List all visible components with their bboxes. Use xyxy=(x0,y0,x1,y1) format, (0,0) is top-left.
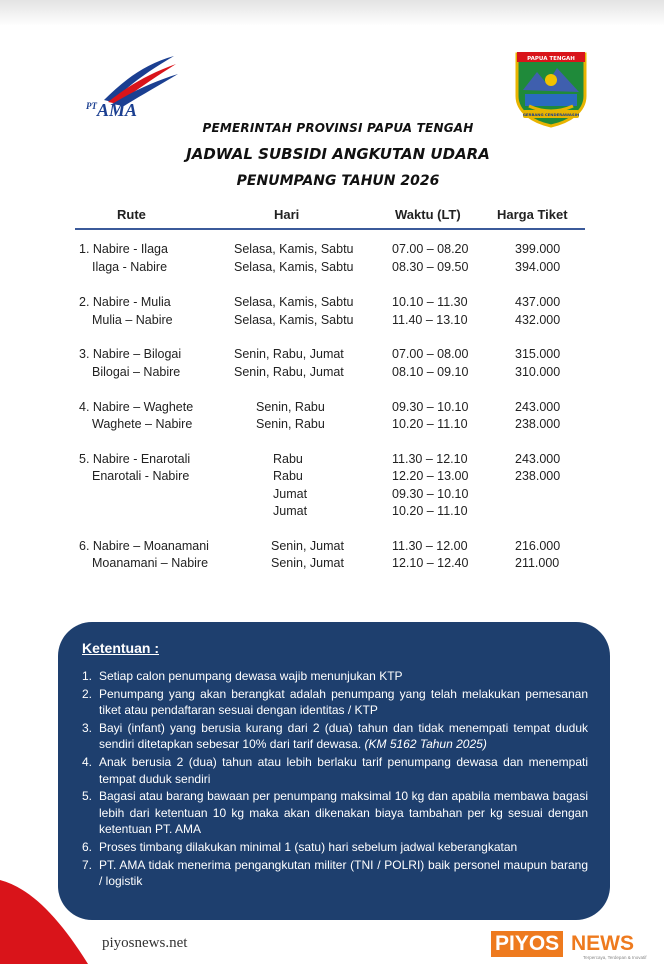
time-cell: 08.30 – 09.50 xyxy=(392,260,469,274)
route-cell: 5. Nabire - Enarotali xyxy=(79,452,191,466)
route-cell: Moanamani – Nabire xyxy=(92,556,209,570)
price-cell: 238.000 xyxy=(515,469,561,483)
table-row xyxy=(0,469,664,486)
table-row xyxy=(0,365,664,382)
brand-news: NEWS xyxy=(571,932,634,955)
days-cell: Selasa, Kamis, Sabtu xyxy=(234,260,354,274)
col-header-route: Rute xyxy=(117,207,146,222)
time-cell: 09.30 – 10.10 xyxy=(392,400,469,414)
days-cell: Selasa, Kamis, Sabtu xyxy=(234,295,354,309)
header-line-2: JADWAL SUBSIDI ANGKUTAN UDARA xyxy=(186,145,490,163)
time-cell: 10.20 – 11.10 xyxy=(392,417,468,431)
seal-bottom-text: GERBANG CENDERAWASIH xyxy=(522,112,580,117)
header-divider xyxy=(75,228,585,230)
days-cell: Jumat xyxy=(273,487,308,501)
days-cell: Senin, Rabu xyxy=(256,417,325,431)
price-cell: 310.000 xyxy=(515,365,561,379)
days-cell: Jumat xyxy=(273,504,308,518)
col-header-time: Waktu (LT) xyxy=(395,207,461,222)
table-row xyxy=(0,260,664,277)
col-header-price: Harga Tiket xyxy=(497,207,568,222)
corner-decoration xyxy=(0,880,92,964)
table-row xyxy=(0,539,664,556)
route-cell: 6. Nabire – Moanamani xyxy=(79,539,209,553)
route-cell: Mulia – Nabire xyxy=(92,313,173,327)
price-cell: 243.000 xyxy=(515,400,561,414)
time-cell: 07.00 – 08.00 xyxy=(392,347,469,361)
price-cell: 394.000 xyxy=(515,260,561,274)
time-cell: 12.10 – 12.40 xyxy=(392,556,469,570)
col-header-days: Hari xyxy=(274,207,300,222)
days-cell: Senin, Rabu xyxy=(256,400,325,414)
days-cell: Senin, Jumat xyxy=(271,539,344,553)
days-cell: Senin, Rabu, Jumat xyxy=(234,347,344,361)
price-cell: 399.000 xyxy=(515,242,561,256)
table-header xyxy=(75,204,585,230)
table-row xyxy=(0,504,664,521)
table-row xyxy=(0,452,664,469)
table-row xyxy=(0,313,664,330)
route-cell: 3. Nabire – Bilogai xyxy=(79,347,182,361)
terms-item: 3. Bayi (infant) yang berusia kurang dari 2 (dua) tahun dan tidak menempati tempat duduk sendiri ditetapkan sebesar 10% dari tarif dewasa. (KM 5162 Tahun 2025) xyxy=(82,721,588,752)
header-line-3: PENUMPANG TAHUN 2026 xyxy=(236,173,440,189)
time-cell: 07.00 – 08.20 xyxy=(392,242,469,256)
time-cell: 08.10 – 09.10 xyxy=(392,365,469,379)
table-row xyxy=(0,487,664,504)
terms-item: 1. Setiap calon penumpang dewasa wajib menunjukan KTP xyxy=(82,669,403,683)
time-cell: 11.30 – 12.10 xyxy=(392,452,468,466)
route-cell: Enarotali - Nabire xyxy=(92,469,190,483)
price-cell: 432.000 xyxy=(515,313,561,327)
time-cell: 11.40 – 13.10 xyxy=(392,313,468,327)
terms-item: 7. PT. AMA tidak menerima pengangkutan militer (TNI / POLRI) baik personel maupun barang / logistik xyxy=(82,857,588,889)
table-row xyxy=(0,347,664,364)
top-shadow xyxy=(0,0,664,26)
ama-logo xyxy=(82,52,182,124)
days-cell: Rabu xyxy=(273,452,303,466)
papua-tengah-seal xyxy=(511,46,591,128)
route-cell: 1. Nabire - Ilaga xyxy=(79,242,168,256)
terms-item: 4. Anak berusia 2 (dua) tahun atau lebih berlaku tarif penumpang dewasa dan menempati tempat duduk sendiri xyxy=(82,755,588,786)
price-cell: 216.000 xyxy=(515,539,561,553)
piyosnews-logo xyxy=(491,931,651,961)
time-cell: 09.30 – 10.10 xyxy=(392,487,469,501)
terms-panel xyxy=(58,622,610,920)
route-cell: 2. Nabire - Mulia xyxy=(79,295,171,309)
time-cell: 10.20 – 11.10 xyxy=(392,504,468,518)
brand-piyos: PIYOS xyxy=(491,931,563,957)
price-cell: 243.000 xyxy=(515,452,561,466)
route-cell: 4. Nabire – Waghete xyxy=(79,400,194,414)
table-row xyxy=(0,295,664,312)
price-cell: 315.000 xyxy=(515,347,561,361)
terms-item: 5. Bagasi atau barang bawaan per penumpang maksimal 10 kg dan apabila membawa bagasi lebih dari ketentuan 10 kg maka akan dikenakan biaya tambahan per kg sesuai dengan ketentuan PT. AMA xyxy=(82,789,588,837)
route-cell: Bilogai – Nabire xyxy=(92,365,181,379)
table-row xyxy=(0,242,664,259)
days-cell: Selasa, Kamis, Sabtu xyxy=(234,242,354,256)
terms-item-note: (KM 5162 Tahun 2025) xyxy=(364,737,487,752)
price-cell: 211.000 xyxy=(515,556,560,570)
table-row xyxy=(0,556,664,573)
document-header xyxy=(160,121,516,189)
terms-list xyxy=(82,668,588,891)
days-cell: Selasa, Kamis, Sabtu xyxy=(234,313,354,327)
terms-item: 6. Proses timbang dilakukan minimal 1 (satu) hari sebelum jadwal keberangkatan xyxy=(82,840,518,855)
site-url: piyosnews.net xyxy=(102,935,188,951)
header-line-1: PEMERINTAH PROVINSI PAPUA TENGAH xyxy=(202,121,474,135)
table-row xyxy=(0,417,664,434)
days-cell: Rabu xyxy=(273,469,303,483)
terms-item: 2. Penumpang yang akan berangkat adalah penumpang yang telah melakukan pemesanan tiket atau pendaftaran sesuai dengan identitas / KTP xyxy=(82,686,588,718)
price-cell: 238.000 xyxy=(515,417,561,431)
ama-logo-text: $^{PT}$AMA xyxy=(86,100,138,120)
time-cell: 11.30 – 12.00 xyxy=(392,539,468,553)
brand-tagline: Terpercaya, Terdepan & Inovatif xyxy=(583,955,647,960)
days-cell: Senin, Jumat xyxy=(271,556,344,570)
seal-top-text: PAPUA TENGAH xyxy=(527,56,575,62)
time-cell: 12.20 – 13.00 xyxy=(392,469,469,483)
time-cell: 10.10 – 11.30 xyxy=(392,295,468,309)
route-cell: Ilaga - Nabire xyxy=(92,260,168,274)
terms-title: Ketentuan : xyxy=(82,640,159,656)
route-cell: Waghete – Nabire xyxy=(92,417,193,431)
price-cell: 437.000 xyxy=(515,295,561,309)
table-row xyxy=(0,400,664,417)
days-cell: Senin, Rabu, Jumat xyxy=(234,365,344,379)
